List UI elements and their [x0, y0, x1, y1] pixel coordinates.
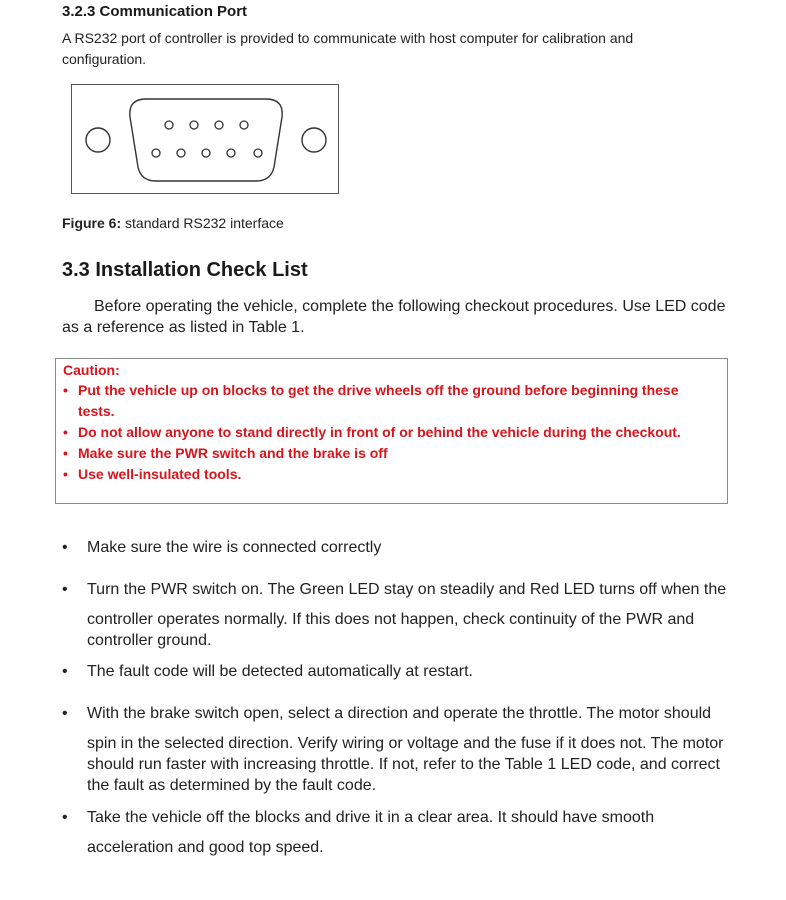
bullet: • — [63, 382, 68, 398]
pin — [190, 121, 198, 129]
intro-paragraph — [62, 296, 742, 338]
pin — [202, 149, 210, 157]
caution-box — [55, 358, 728, 504]
checklist-text: Make sure the wire is connected correctly — [87, 539, 382, 556]
mounting-hole-left — [86, 128, 110, 152]
paragraph-line: configuration. — [62, 51, 147, 67]
bullet: • — [63, 445, 68, 461]
caution-text: tests. — [78, 403, 115, 419]
pin-row-top — [165, 121, 248, 129]
checklist-text: Take the vehicle off the blocks and drive it in a clear area. It should have smooth — [87, 809, 655, 826]
figure-caption-text: standard RS232 interface — [121, 215, 284, 231]
bullet: • — [62, 705, 68, 722]
checklist-text: should run faster with increasing throttle. If not, refer to the Table 1 LED code, and correct — [87, 756, 720, 773]
caution-text: Make sure the PWR switch and the brake is off — [78, 445, 388, 461]
intro-text: Before operating the vehicle, complete the following checkout procedures. Use LED code — [94, 298, 726, 315]
checklist-text: With the brake switch open, select a direction and operate the throttle. The motor should — [87, 705, 712, 722]
checklist-item — [62, 809, 742, 861]
caution-text: Do not allow anyone to stand directly in front of or behind the vehicle during the checkout. — [78, 424, 681, 440]
caution-item — [63, 464, 713, 485]
pin — [177, 149, 185, 157]
bullet: • — [62, 663, 68, 680]
paragraph-line: A RS232 port of controller is provided to communicate with host computer for calibration and — [62, 30, 634, 46]
pin — [215, 121, 223, 129]
communication-port-paragraph — [62, 28, 702, 70]
checklist-text: controller operates normally. If this does not happen, check continuity of the PWR and — [87, 611, 695, 628]
pin — [152, 149, 160, 157]
rs232-connector-drawing — [72, 85, 340, 195]
caution-title: Caution: — [63, 362, 120, 378]
pin — [227, 149, 235, 157]
caution-text: Put the vehicle up on blocks to get the drive wheels off the ground before beginning these — [78, 382, 679, 398]
pin-row-bottom — [152, 149, 262, 157]
checklist-text: Turn the PWR switch on. The Green LED stay on steadily and Red LED turns off when the — [87, 581, 727, 598]
checklist-item — [62, 705, 742, 797]
checklist-item — [62, 663, 742, 685]
section-heading-communication-port: 3.2.3 Communication Port — [62, 3, 248, 20]
bullet: • — [62, 581, 68, 598]
checklist-item — [62, 539, 742, 561]
checklist-text: the fault as determined by the fault code. — [87, 777, 377, 794]
figure-caption — [62, 215, 284, 231]
checklist-text: The fault code will be detected automatically at restart. — [87, 663, 473, 680]
paragraph-line: as a reference as listed in Table 1. — [62, 319, 305, 336]
caution-item — [63, 443, 713, 464]
bullet: • — [62, 539, 68, 556]
rs232-connector-figure — [71, 84, 339, 194]
bullet: • — [63, 424, 68, 440]
section-heading-installation-check-list: 3.3 Installation Check List — [62, 259, 308, 281]
checklist-text: acceleration and good top speed. — [87, 839, 324, 856]
figure-label: Figure 6: — [62, 215, 122, 231]
mounting-hole-right — [302, 128, 326, 152]
pin — [240, 121, 248, 129]
checklist-text: spin in the selected direction. Verify wiring or voltage and the fuse if it does not. The motor — [87, 735, 724, 752]
checklist-text: controller ground. — [87, 632, 212, 649]
caution-item — [63, 380, 713, 422]
bullet: • — [62, 809, 68, 826]
caution-text: Use well-insulated tools. — [78, 466, 242, 482]
paragraph-line — [62, 296, 742, 317]
d-sub-shell — [130, 99, 282, 181]
caution-item — [63, 422, 713, 443]
pin — [254, 149, 262, 157]
checklist-item — [62, 581, 742, 651]
bullet: • — [63, 466, 68, 482]
pin — [165, 121, 173, 129]
